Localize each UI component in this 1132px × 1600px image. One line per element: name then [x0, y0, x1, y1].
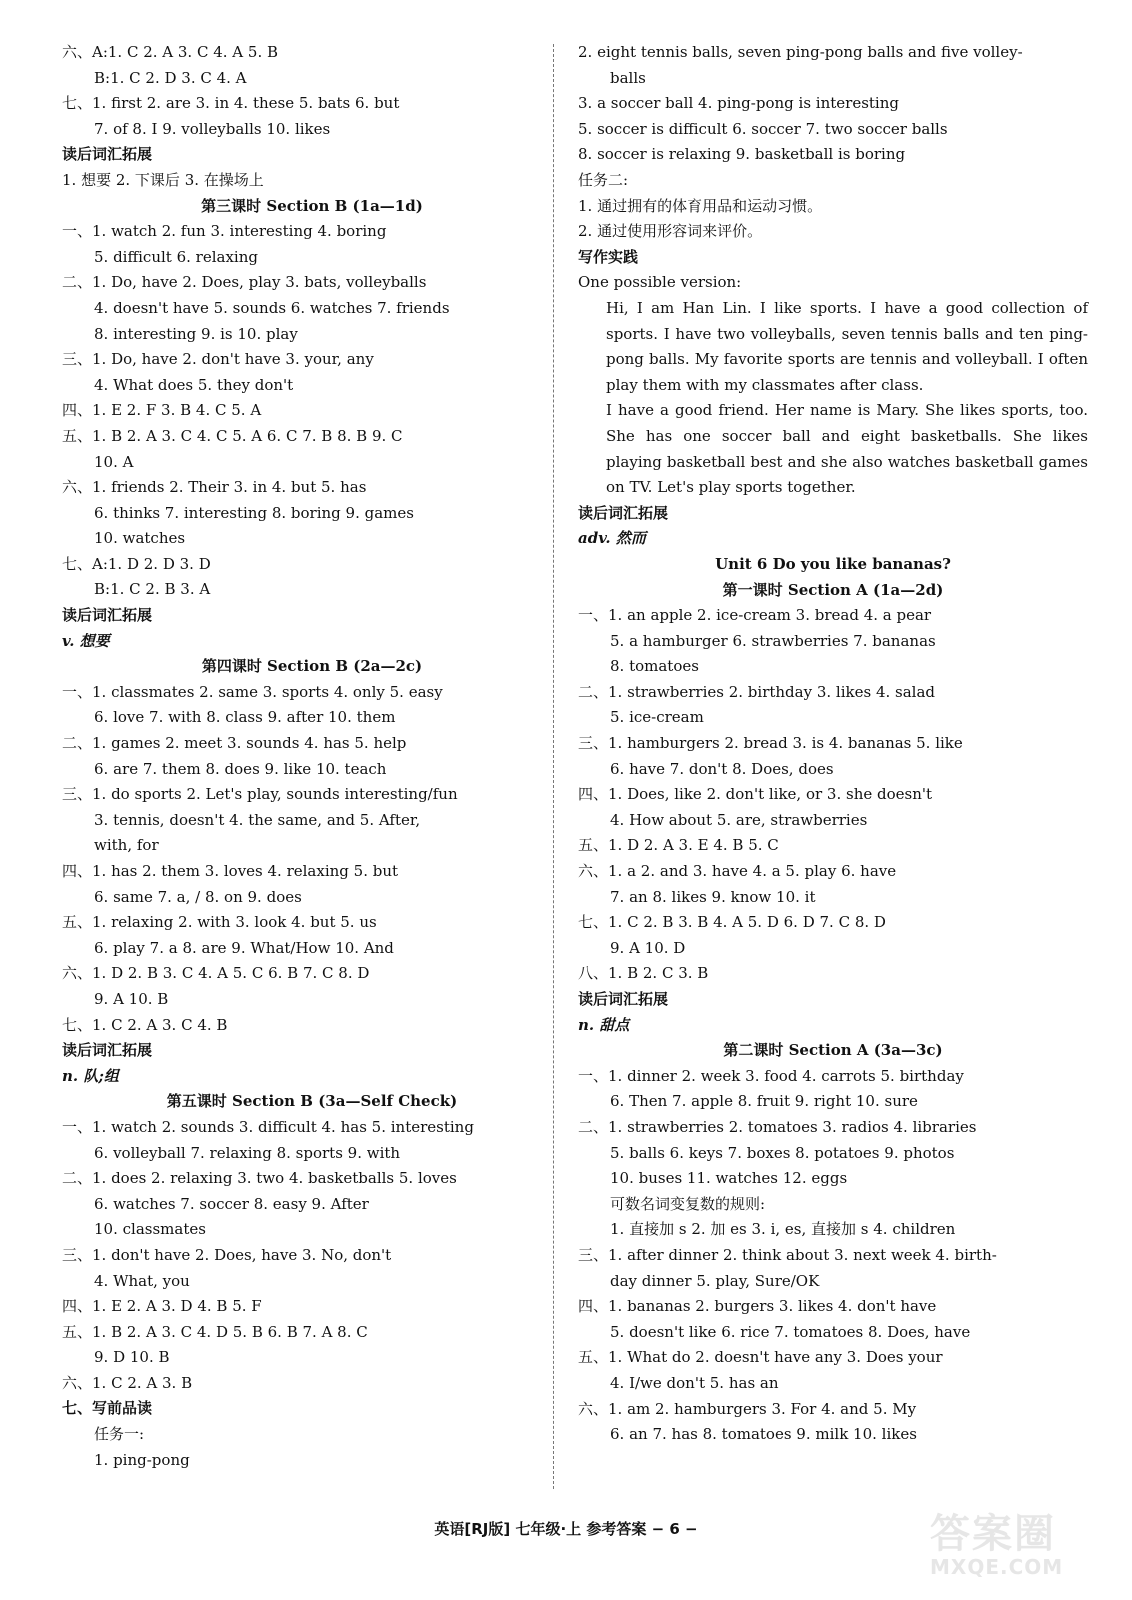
answer-line: 6. are 7. them 8. does 9. like 10. teach	[94, 759, 387, 778]
answer-line: n. 甜点	[578, 1015, 630, 1034]
answer-line: 1. 想要 2. 下课后 3. 在操场上	[62, 170, 264, 189]
answer-line: 一、1. watch 2. fun 3. interesting 4. boring	[62, 222, 387, 241]
answer-line: 2. eight tennis balls, seven ping-pong balls and five volley-	[578, 43, 1023, 61]
answer-line: 6. have 7. don't 8. Does, does	[610, 759, 834, 778]
lesson-title: 第四课时 Section B (2a—2c)	[201, 657, 423, 676]
answer-line: 6. Then 7. apple 8. fruit 9. right 10. sure	[610, 1092, 918, 1111]
answer-line: 八、1. B 2. C 3. B	[578, 964, 709, 983]
answer-line: 四、1. E 2. A 3. D 4. B 5. F	[62, 1297, 262, 1316]
answer-line: 4. doesn't have 5. sounds 6. watches 7. friends	[94, 298, 450, 317]
answer-line: Hi, I am Han Lin. I like sports. I have a good collection of sports. I have two volleyballs, seven tennis balls and ten ping-pong balls. My favorite sports are tennis and volleyball. I often play them with my classmates after class.	[606, 298, 1088, 394]
answer-line: B:1. C 2. D 3. C 4. A	[94, 68, 247, 87]
answer-line: 三、1. Do, have 2. don't have 3. your, any	[62, 350, 374, 369]
answer-line: 9. D 10. B	[94, 1348, 170, 1367]
answer-line: I have a good friend. Her name is Mary. She likes sports, too. She has one soccer ball and eight basketballs. She likes playing basketball best and she also watches basketball games on TV. Let's play sports together.	[606, 401, 1088, 497]
answer-line: 10. classmates	[94, 1220, 206, 1239]
answer-line: 6. love 7. with 8. class 9. after 10. them	[94, 708, 396, 727]
answer-line: 三、1. after dinner 2. think about 3. next week 4. birth-	[578, 1245, 997, 1264]
answer-line: day dinner 5. play, Sure/OK	[610, 1271, 820, 1290]
answer-line: 3. a soccer ball 4. ping-pong is interesting	[578, 94, 899, 113]
lesson-title: 第五课时 Section B (3a—Self Check)	[166, 1092, 458, 1111]
lesson-title: 第二课时 Section A (3a—3c)	[723, 1041, 943, 1060]
answer-line: B:1. C 2. B 3. A	[94, 580, 211, 599]
answer-line: 10. buses 11. watches 12. eggs	[610, 1169, 848, 1188]
answer-line: 六、1. am 2. hamburgers 3. For 4. and 5. My	[578, 1399, 917, 1418]
answer-line: 7. of 8. I 9. volleyballs 10. likes	[94, 119, 331, 138]
answer-line: 1. 通过拥有的体育用品和运动习惯。	[578, 196, 823, 215]
answer-line: 5. doesn't like 6. rice 7. tomatoes 8. Does, have	[610, 1322, 971, 1341]
answer-line: 1. ping-pong	[94, 1450, 190, 1469]
answer-line: 1. 直接加 s 2. 加 es 3. i, es, 直接加 s 4. children	[610, 1220, 956, 1239]
answer-line: 三、1. do sports 2. Let's play, sounds interesting/fun	[62, 785, 458, 804]
right-column	[578, 40, 1088, 1448]
answer-line: 4. How about 5. are, strawberries	[610, 810, 868, 829]
answer-line: 七、1. first 2. are 3. in 4. these 5. bats 6. but	[62, 94, 400, 113]
answer-line: 二、1. strawberries 2. tomatoes 3. radios 4. libraries	[578, 1117, 977, 1136]
answer-line: 二、1. games 2. meet 3. sounds 4. has 5. help	[62, 734, 407, 753]
answer-line: 10. watches	[94, 529, 186, 548]
answer-line: 5. a hamburger 6. strawberries 7. bananas	[610, 631, 936, 650]
section-heading: 七、写前品读	[62, 1399, 153, 1418]
answer-line: 6. volleyball 7. relaxing 8. sports 9. with	[94, 1143, 401, 1162]
answer-line: 六、1. C 2. A 3. B	[62, 1373, 193, 1392]
answer-line: 二、1. Do, have 2. Does, play 3. bats, volleyballs	[62, 273, 427, 292]
answer-line: 6. thinks 7. interesting 8. boring 9. games	[94, 503, 414, 522]
answer-line: 二、1. strawberries 2. birthday 3. likes 4. salad	[578, 682, 936, 701]
answer-line: 2. 通过使用形容词来评价。	[578, 222, 763, 241]
answer-line: 4. I/we don't 5. has an	[610, 1373, 779, 1392]
answer-line: 9. A 10. D	[610, 938, 686, 957]
answer-line: 四、1. has 2. them 3. loves 4. relaxing 5. but	[62, 862, 399, 880]
answer-line: 5. soccer is difficult 6. soccer 7. two soccer balls	[578, 119, 948, 138]
answer-line: 五、1. B 2. A 3. C 4. C 5. A 6. C 7. B 8. B 9. C	[62, 426, 403, 445]
answer-line: 五、1. relaxing 2. with 3. look 4. but 5. us	[62, 913, 377, 932]
answer-line: 六、1. a 2. and 3. have 4. a 5. play 6. have	[578, 862, 897, 881]
answer-line: 5. difficult 6. relaxing	[94, 247, 258, 266]
answer-line: 三、1. hamburgers 2. bread 3. is 4. bananas 5. like	[578, 734, 963, 753]
watermark-text: 答案圈	[930, 1511, 1056, 1557]
answer-line: 五、1. What do 2. doesn't have any 3. Does your	[578, 1348, 943, 1367]
answer-line: 一、1. classmates 2. same 3. sports 4. only 5. easy	[62, 682, 443, 701]
answer-line: 六、A:1. C 2. A 3. C 4. A 5. B	[62, 43, 278, 61]
answer-line: 7. an 8. likes 9. know 10. it	[610, 887, 816, 906]
answer-line: n. 队;组	[62, 1066, 119, 1085]
answer-line: 4. What does 5. they don't	[94, 375, 294, 394]
answer-line: adv. 然而	[578, 529, 646, 548]
answer-line: 10. A	[94, 452, 134, 471]
section-heading: 读后词汇拓展	[578, 990, 669, 1008]
answer-line: 3. tennis, doesn't 4. the same, and 5. After,	[94, 810, 421, 829]
answer-line: 5. ice-cream	[610, 708, 704, 727]
answer-line: 七、1. C 2. B 3. B 4. A 5. D 6. D 7. C 8. D	[578, 913, 886, 932]
watermark-url: MXQE.COM	[930, 1555, 1064, 1579]
lesson-title: 第三课时 Section B (1a—1d)	[201, 196, 423, 215]
answer-line: 8. tomatoes	[610, 657, 699, 676]
answer-line: 一、1. dinner 2. week 3. food 4. carrots 5. birthday	[578, 1066, 964, 1085]
answer-line: 五、1. B 2. A 3. C 4. D 5. B 6. B 7. A 8. C	[62, 1322, 368, 1341]
lesson-title: Unit 6 Do you like bananas?	[715, 554, 951, 573]
answer-line: 任务二:	[578, 170, 629, 189]
answer-line: 可数名词变复数的规则:	[610, 1194, 766, 1213]
answer-line: 6. play 7. a 8. are 9. What/How 10. And	[94, 938, 394, 957]
answer-line: v. 想要	[62, 631, 110, 650]
section-heading: 读后词汇拓展	[62, 606, 153, 625]
answer-line: 8. interesting 9. is 10. play	[94, 324, 298, 343]
answer-line: One possible version:	[578, 273, 742, 292]
section-heading: 读后词汇拓展	[578, 503, 669, 522]
answer-line: 4. What, you	[94, 1271, 190, 1290]
answer-line: with, for	[94, 836, 159, 855]
answer-line: 5. balls 6. keys 7. boxes 8. potatoes 9. photos	[610, 1143, 955, 1162]
answer-line: 七、A:1. D 2. D 3. D	[62, 554, 211, 573]
answer-line: 五、1. D 2. A 3. E 4. B 5. C	[578, 836, 779, 855]
page-footer: 英语[RJ版] 七年级·上 参考答案 − 6 −	[434, 1520, 698, 1538]
answer-line: 8. soccer is relaxing 9. basketball is boring	[578, 145, 906, 164]
answer-line: 6. same 7. a, / 8. on 9. does	[94, 887, 302, 906]
answer-line: 9. A 10. B	[94, 989, 169, 1008]
section-heading: 写作实践	[578, 247, 639, 266]
answer-line: 三、1. don't have 2. Does, have 3. No, don't	[62, 1245, 392, 1264]
column-divider	[553, 44, 554, 1489]
answer-line: 二、1. does 2. relaxing 3. two 4. basketballs 5. loves	[62, 1169, 457, 1188]
answer-line: 六、1. friends 2. Their 3. in 4. but 5. has	[62, 478, 367, 497]
answer-line: 一、1. watch 2. sounds 3. difficult 4. has 5. interesting	[62, 1117, 474, 1136]
answer-line: 四、1. bananas 2. burgers 3. likes 4. don't have	[578, 1297, 937, 1316]
answer-line: 6. watches 7. soccer 8. easy 9. After	[94, 1194, 369, 1213]
section-heading: 读后词汇拓展	[62, 145, 153, 164]
answer-line: 6. an 7. has 8. tomatoes 9. milk 10. likes	[610, 1425, 917, 1444]
left-column	[62, 40, 562, 1473]
section-heading: 读后词汇拓展	[62, 1041, 153, 1060]
answer-line: 七、1. C 2. A 3. C 4. B	[62, 1015, 228, 1034]
lesson-title: 第一课时 Section A (1a—2d)	[722, 580, 944, 599]
answer-line: 一、1. an apple 2. ice-cream 3. bread 4. a pear	[578, 606, 932, 625]
answer-line: 四、1. Does, like 2. don't like, or 3. she doesn't	[578, 785, 933, 804]
answer-line: balls	[610, 68, 646, 87]
answer-line: 四、1. E 2. F 3. B 4. C 5. A	[62, 401, 262, 420]
answer-line: 六、1. D 2. B 3. C 4. A 5. C 6. B 7. C 8. D	[62, 964, 370, 983]
answer-line: 任务一:	[94, 1425, 145, 1444]
watermark-logo	[930, 1512, 1110, 1582]
